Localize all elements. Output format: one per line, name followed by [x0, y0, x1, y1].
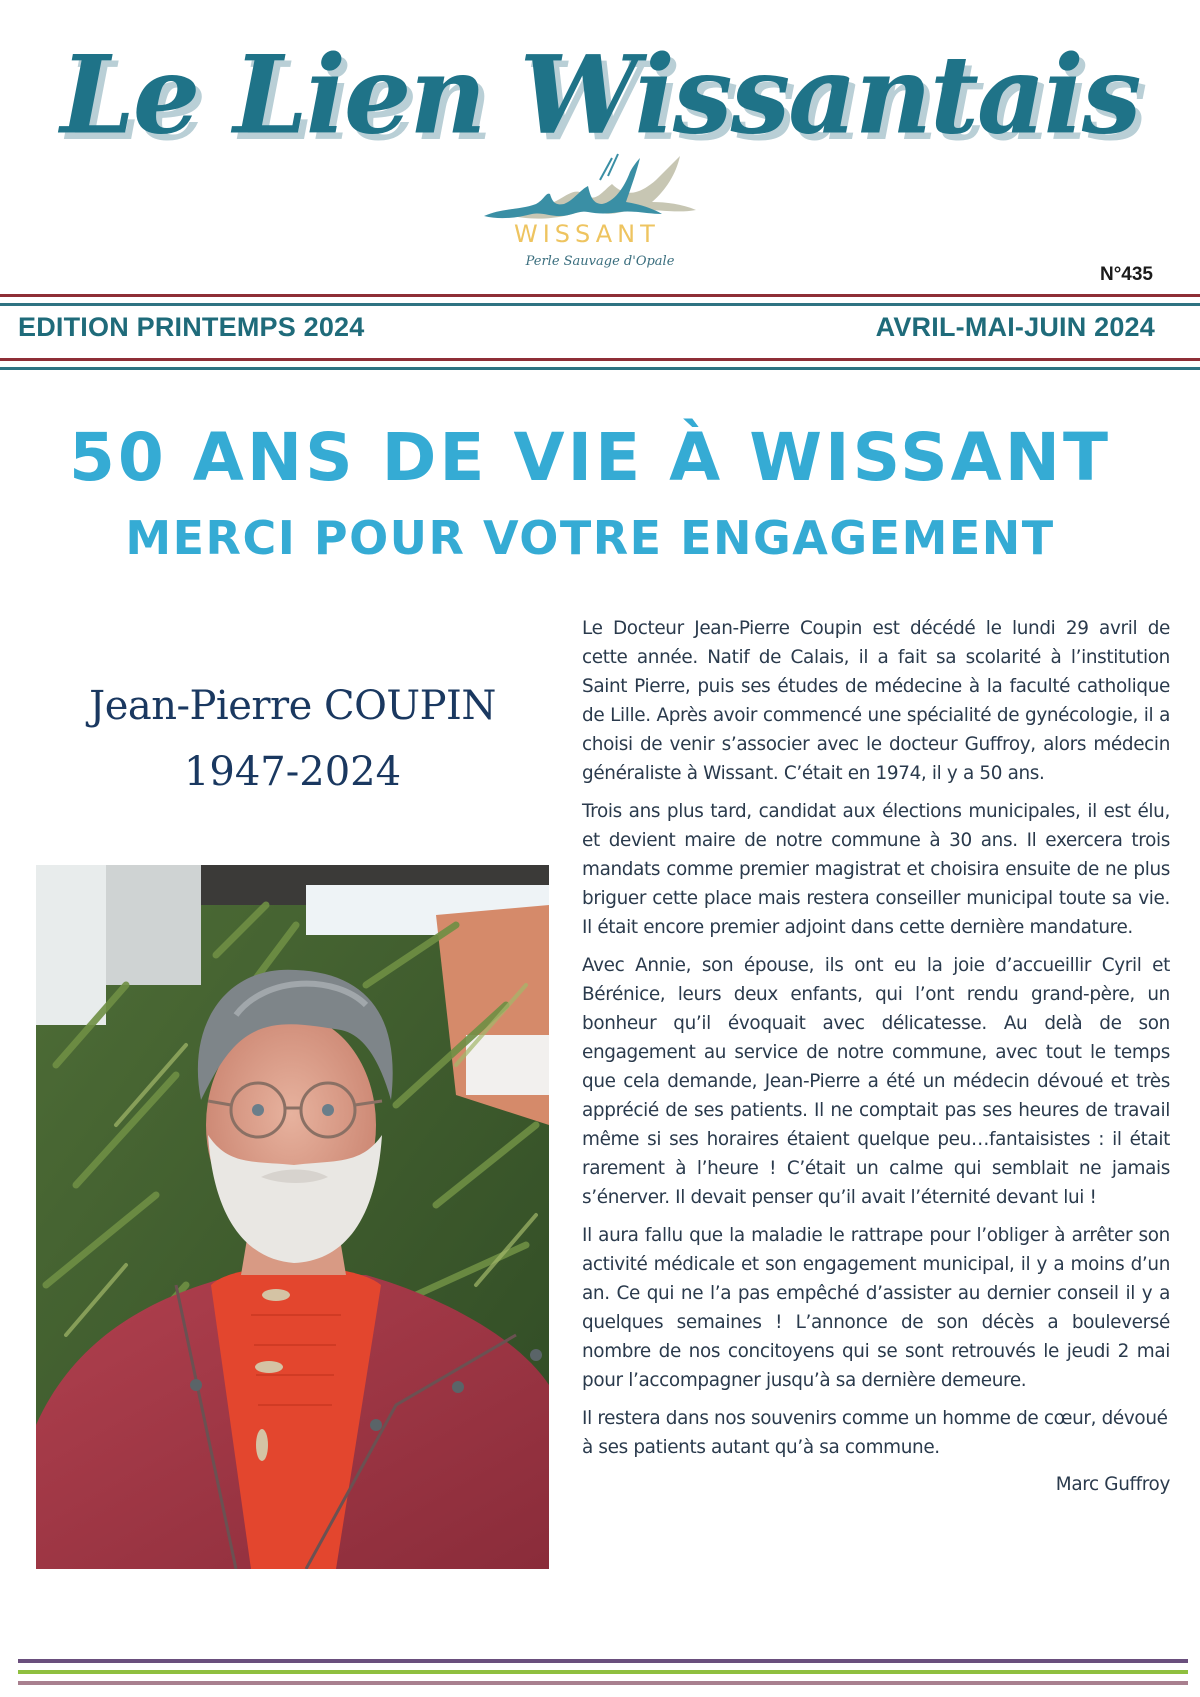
newsletter-title: Le Lien Wissantais [60, 30, 1140, 159]
author-signature: Marc Guffroy [1055, 1474, 1170, 1495]
footer-rule-purple [18, 1659, 1188, 1663]
article-paragraph: Avec Annie, son épouse, ils ont eu la joie d’accueillir Cyril et Bérénice, leurs deux enfants, qui l’ont rendu grand-père, un bonheur qu’il évoquait avec délicatesse. Au delà de son engagement au service de notre commune, avec tout le temps que cela demande, Jean-Pierre a été un médecin dévoué et très apprécié de ses patients. Il ne comptait pas ses heures de travail même si ses horaires étaient quelque peu…fantaisistes : il était rarement à l’heure ! C’était un calme qui semblait ne jamais s’énerver. Il devait penser qu’il avait l’éternité devant lui ! [582, 955, 1170, 1208]
wave-logo-icon [480, 150, 720, 250]
svg-text:WISSANT: WISSANT [514, 220, 660, 248]
person-name: Jean-Pierre COUPIN [89, 683, 496, 729]
headline-sub: MERCI POUR VOTRE ENGAGEMENT [125, 511, 1055, 565]
article-body [582, 614, 1170, 1499]
edition-period: AVRIL-MAI-JUIN 2024 [875, 312, 1155, 342]
divider-red-bottom [0, 358, 1200, 361]
article-paragraph: Il aura fallu que la maladie le rattrape pour l’obliger à arrêter son activité médicale et son engagement municipal, il y a moins d’un an. Ce qui ne l’a pas empêché d’assister au dernier conseil il y a quelques semaines ! L’annonce de son décès a bouleversé nombre de nos concitoyens qui se sont retrouvés le jeudi 2 mai pour l’accompagner jusqu’à sa dernière demeure. [582, 1225, 1170, 1391]
footer-rule-mauve [18, 1681, 1188, 1685]
portrait-image [36, 865, 549, 1569]
headline-main: 50 ANS DE VIE À WISSANT [68, 419, 1112, 496]
divider-red-top [0, 294, 1200, 297]
article-paragraph: Il restera dans nos souvenirs comme un homme de cœur, dévoué à ses patients autant qu’à sa commune. [582, 1408, 1168, 1458]
person-dates: 1947-2024 [183, 749, 402, 795]
article-paragraph: Le Docteur Jean-Pierre Coupin est décédé le lundi 29 avril de cette année. Natif de Calais, il a fait sa scolarité à l’institution Saint Pierre, puis ses études de médecine à la faculté catholique de Lille. Après avoir commencé une spécialité de gynécologie, il a choisi de venir s’associer avec le docteur Guffroy, alors médecin généraliste à Wissant. C’était en 1974, il y a 50 ans. [582, 618, 1170, 784]
article-paragraph: Trois ans plus tard, candidat aux élections municipales, il est élu, et devient maire de notre commune à 30 ans. Il exercera trois mandats comme premier magistrat et choisira ensuite de ne plus briguer cette place mais restera conseiller municipal toute sa vie. Il était encore premier adjoint dans cette dernière mandature. [582, 801, 1170, 938]
divider-teal-top [0, 303, 1200, 306]
footer-rule-green [18, 1670, 1188, 1674]
tagline: Perle Sauvage d'Opale [525, 254, 675, 269]
edition-bar [0, 312, 1200, 348]
tribute-name-block [35, 678, 550, 800]
divider-teal-bottom [0, 367, 1200, 370]
portrait-photo [36, 865, 549, 1569]
wissant-logo [480, 150, 720, 250]
edition-label: EDITION PRINTEMPS 2024 [18, 312, 365, 342]
issue-number: N°435 [1099, 264, 1153, 285]
